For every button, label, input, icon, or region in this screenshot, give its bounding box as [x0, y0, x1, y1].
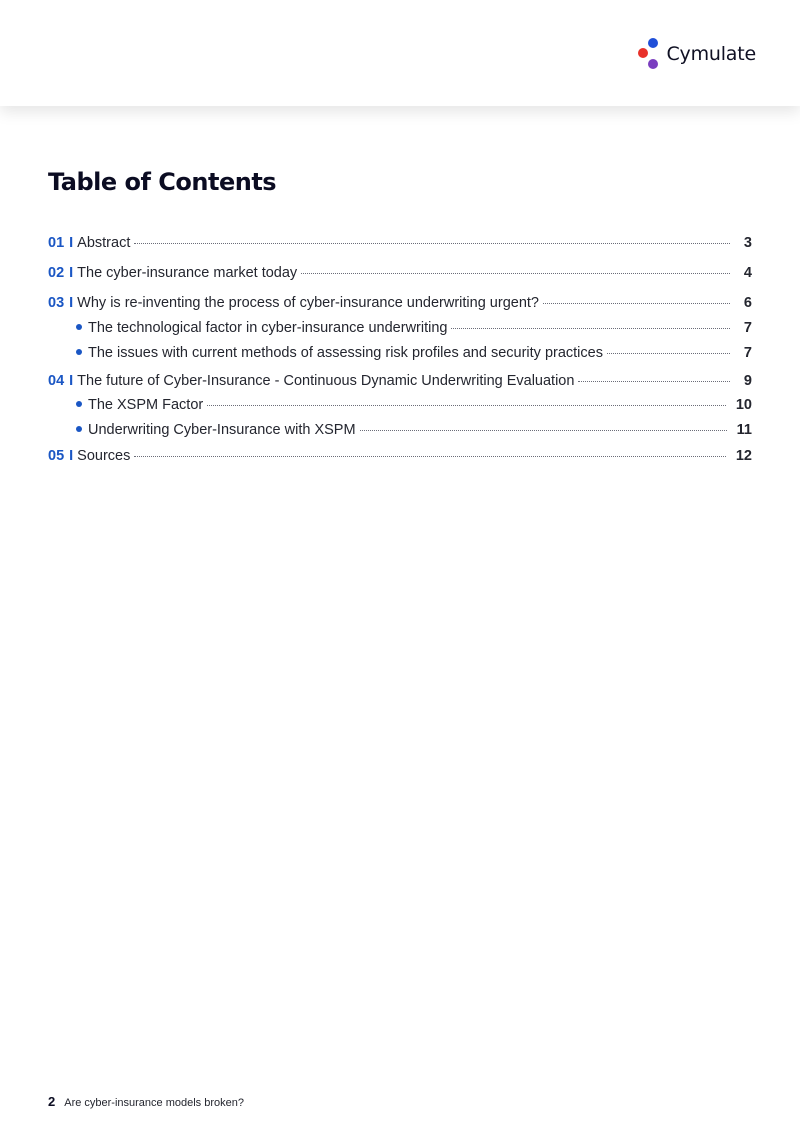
dot-leader	[543, 303, 730, 304]
toc-entry-future-of-cyber-insurance[interactable]	[48, 371, 752, 391]
toc-entry-number: 05	[48, 448, 65, 464]
toc-entry-separator: I	[69, 265, 74, 281]
toc-subentry-xspm-factor[interactable]	[76, 395, 752, 415]
toc-entry-separator: I	[69, 235, 74, 251]
toc-entry-separator: I	[69, 448, 74, 464]
dot-leader	[134, 456, 725, 457]
footer-page-number: 2	[48, 1094, 56, 1109]
toc-entry-sources[interactable]	[48, 446, 752, 466]
bullet-icon	[76, 324, 82, 330]
toc-entry-page: 4	[743, 265, 752, 281]
cymulate-logo-icon	[638, 38, 662, 70]
toc-entry-label: Abstract	[77, 235, 131, 251]
bullet-icon	[76, 349, 82, 355]
toc-entry-page: 12	[735, 448, 752, 464]
bullet-icon	[76, 401, 82, 407]
toc-entry-abstract[interactable]	[48, 233, 752, 253]
toc-entry-separator: I	[69, 295, 74, 311]
toc-entry-label: The cyber-insurance market today	[77, 265, 298, 281]
page-footer	[48, 1094, 244, 1109]
cymulate-logo	[638, 38, 756, 70]
toc-subentry-current-methods-issues[interactable]	[76, 343, 752, 363]
toc-subentry-underwriting-with-xspm[interactable]	[76, 420, 752, 440]
dot-leader	[134, 243, 730, 244]
toc-entry-label: The future of Cyber-Insurance - Continuous Dynamic Underwriting Evaluation	[77, 373, 575, 389]
toc-entry-page: 9	[743, 373, 752, 389]
page-header	[0, 0, 800, 106]
dot-leader	[578, 381, 730, 382]
toc-entry-label: The issues with current methods of assessing risk profiles and security practices	[88, 345, 603, 361]
toc-entry-number: 04	[48, 373, 65, 389]
toc-entry-number: 02	[48, 265, 65, 281]
toc-subentry-technological-factor[interactable]	[76, 318, 752, 338]
toc-entry-page: 11	[736, 422, 752, 438]
toc-entry-label: Sources	[77, 448, 131, 464]
toc-title: Table of Contents	[48, 168, 277, 196]
dot-leader	[607, 353, 730, 354]
toc-entry-reinventing-underwriting[interactable]	[48, 293, 752, 313]
toc-entry-page: 3	[743, 235, 752, 251]
toc-entry-label: The technological factor in cyber-insurance underwriting	[88, 320, 448, 336]
dot-leader	[301, 273, 730, 274]
toc-entry-label: Underwriting Cyber-Insurance with XSPM	[88, 422, 356, 438]
logo-text: Cymulate	[666, 43, 756, 65]
toc-entry-label: Why is re-inventing the process of cyber-insurance underwriting urgent?	[77, 295, 539, 311]
toc-entry-number: 03	[48, 295, 65, 311]
toc-entry-page: 7	[743, 320, 752, 336]
toc-entry-label: The XSPM Factor	[88, 397, 204, 413]
toc-entry-number: 01	[48, 235, 65, 251]
toc-entry-separator: I	[69, 373, 74, 389]
toc-entry-page: 10	[735, 397, 752, 413]
footer-document-title: Are cyber-insurance models broken?	[64, 1097, 244, 1109]
dot-leader	[207, 405, 726, 406]
toc-entry-market-today[interactable]	[48, 263, 752, 283]
dot-leader	[451, 328, 730, 329]
dot-leader	[360, 430, 727, 431]
toc-entry-page: 7	[743, 345, 752, 361]
toc-entry-page: 6	[743, 295, 752, 311]
bullet-icon	[76, 426, 82, 432]
